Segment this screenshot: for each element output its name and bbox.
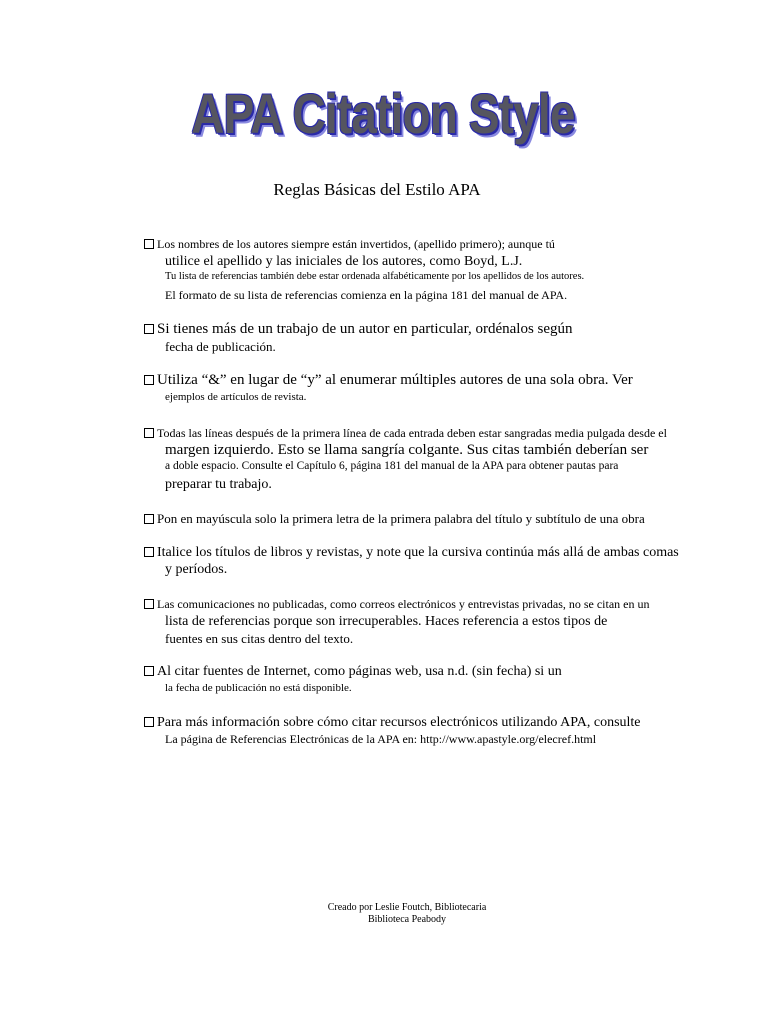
rule-item bbox=[144, 510, 704, 527]
document-subtitle: Reglas Básicas del Estilo APA bbox=[273, 180, 481, 199]
rule-text-line: Para más información sobre cómo citar recursos electrónicos utilizando APA, consulte bbox=[144, 714, 704, 731]
rule-text-line: Las comunicaciones no publicadas, como correos electrónicos y entrevistas privadas, no se citan en un bbox=[144, 596, 704, 613]
checkbox-glyph-icon bbox=[144, 375, 154, 385]
rule-text-line: utilice el apellido y las iniciales de los autores, como Boyd, L.J. bbox=[165, 254, 523, 269]
rule-text-line: fuentes en sus citas dentro del texto. bbox=[165, 631, 354, 646]
library-name: Biblioteca Peabody bbox=[367, 914, 447, 925]
rule-item bbox=[144, 714, 704, 748]
document-footer bbox=[0, 902, 768, 926]
rule-text-line: Tu lista de referencias también debe estar ordenada alfabéticamente por los apellidos de los autores. bbox=[165, 271, 585, 282]
rule-text-line: la fecha de publicación no está disponible. bbox=[165, 682, 352, 694]
rule-item bbox=[144, 236, 704, 304]
rule-text-line: Todas las líneas después de la primera línea de cada entrada deben estar sangradas media pulgada desde el bbox=[144, 425, 704, 442]
rule-text-line: La página de Referencias Electrónicas de la APA en: http://www.apastyle.org/elecref.html bbox=[165, 732, 597, 746]
rule-text-line: preparar tu trabajo. bbox=[165, 477, 272, 492]
rule-text-line: margen izquierdo. Esto se llama sangría colgante. Sus citas también deberían ser bbox=[165, 442, 649, 458]
rule-text-line: Pon en mayúscula solo la primera letra de la primera palabra del título y subtítulo de una obra bbox=[144, 510, 704, 527]
rule-text-line: Al citar fuentes de Internet, como páginas web, usa n.d. (sin fecha) si un bbox=[144, 663, 704, 680]
checkbox-glyph-icon bbox=[144, 547, 154, 557]
rule-item bbox=[144, 544, 704, 578]
rule-item bbox=[144, 663, 704, 697]
rule-text-line: fecha de publicación. bbox=[165, 339, 276, 354]
rule-text-line: a doble espacio. Consulte el Capítulo 6, página 181 del manual de la APA para obtener pautas para bbox=[165, 460, 619, 472]
rule-item bbox=[144, 425, 704, 493]
author-credit: Creado por Leslie Foutch, Bibliotecaria bbox=[327, 902, 487, 913]
checkbox-glyph-icon bbox=[144, 514, 154, 524]
checkbox-glyph-icon bbox=[144, 599, 154, 609]
rule-item bbox=[144, 596, 704, 647]
document-title: APA Citation Style bbox=[191, 82, 575, 145]
checkbox-glyph-icon bbox=[144, 717, 154, 727]
checkbox-glyph-icon bbox=[144, 239, 154, 249]
rule-text-line: El formato de su lista de referencias comienza en la página 181 del manual de APA. bbox=[165, 288, 568, 302]
rule-item bbox=[144, 372, 704, 406]
checkbox-glyph-icon bbox=[144, 428, 154, 438]
rule-text-line: y períodos. bbox=[165, 562, 228, 577]
rule-text-line: Si tienes más de un trabajo de un autor en particular, ordénalos según bbox=[144, 321, 704, 338]
checkbox-glyph-icon bbox=[144, 324, 154, 334]
rule-text-line: lista de referencias porque son irrecuperables. Haces referencia a estos tipos de bbox=[165, 614, 608, 629]
rule-item bbox=[144, 321, 704, 355]
rule-text-line: Los nombres de los autores siempre están invertidos, (apellido primero); aunque tú bbox=[144, 236, 704, 253]
checkbox-glyph-icon bbox=[144, 666, 154, 676]
rule-text-line: Utiliza “&” en lugar de “y” al enumerar múltiples autores de una sola obra. Ver bbox=[144, 372, 704, 389]
rule-text-line: Italice los títulos de libros y revistas, y note que la cursiva continúa más allá de ambas comas bbox=[144, 544, 704, 561]
rule-text-line: ejemplos de artículos de revista. bbox=[165, 391, 307, 403]
